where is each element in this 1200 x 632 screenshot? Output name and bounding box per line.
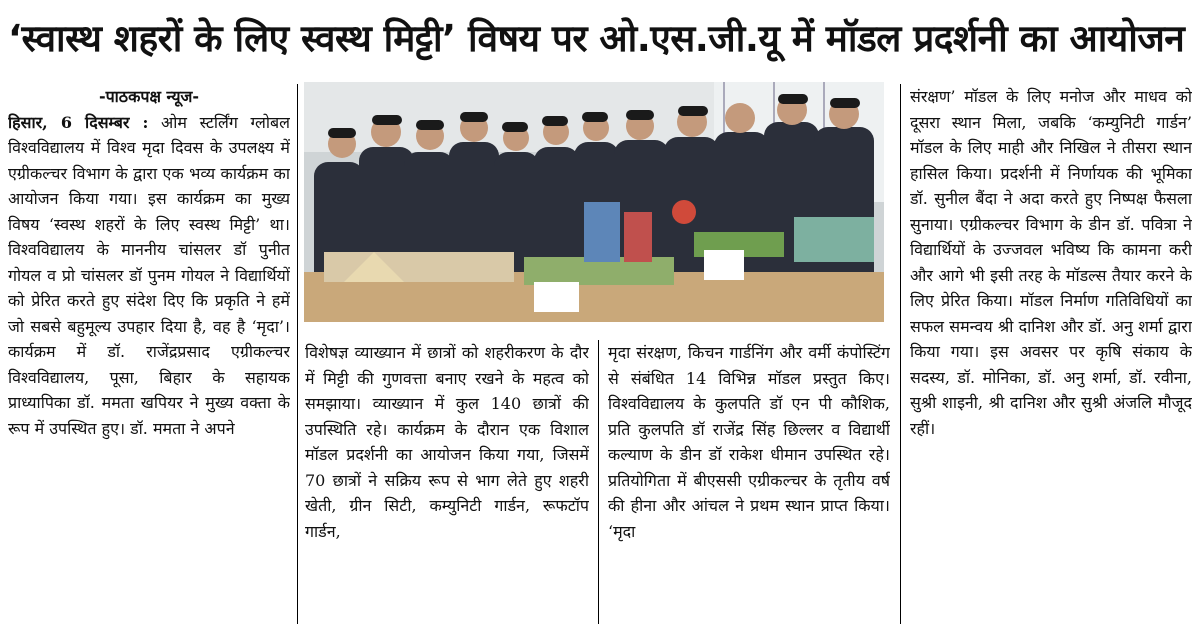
headline: ‘स्वास्थ शहरों के लिए स्वस्थ मिट्टी’ विषय पर ओ.एस.जी.यू में मॉडल प्रदर्शनी का आयोजन <box>8 17 1185 60</box>
photo-illustration <box>304 82 884 322</box>
byline: -पाठकपक्ष न्यूज- <box>98 87 200 106</box>
column-3-text: मृदा संरक्षण, किचन गार्डनिंग और वर्मी कंपोस्टिंग से संबंधित 14 विभिन्न मॉडल प्रस्तुत किए। विश्वविद्यालय के कुलपति डॉ एन पी कौशिक, प्रति कुलपति डॉ राजेंद्र सिंह छिल्लर व विद्यार्थी कल्याण के डीन डॉ राकेश धीमान उपस्थित रहे। प्रतियोगिता में बीएससी एग्रीकल्चर के तृतीय वर्ष की हीना और आंचल ने प्रथम स्थान प्राप्त किया। ‘मृदा <box>608 343 890 541</box>
column-1-text: ओम स्टर्लिंग ग्लोबल विश्वविद्यालय में विश्व मृदा दिवस के उपलक्ष्य में एग्रीकल्चर विभाग के द्वारा एक भव्य कार्यक्रम का आयोजन किया गया। इस कार्यक्रम का मुख्य विषय ‘स्वस्थ शहरों के लिए स्वस्थ मिट्टी’ था। विश्वविद्यालय के माननीय चांसलर डॉ पुनीत गोयल व प्रो चांसलर डॉ पुनम गोयल ने विद्यार्थियों को प्रेरित करते हुए संदेश दिए कि प्रकृति ने हमें जो सबसे बहुमूल्य उपहार दिया है, वह है ‘मृदा’। कार्यक्रम में डॉ. राजेंद्रप्रसाद एग्रीकल्चर विश्वविद्यालय, पूसा, बिहार के सहायक प्राध्यापिका डॉ. ममता खपियर ने मुख्य वक्ता के रूप में उपस्थित हुए। डॉ. ममता ने अपने <box>8 112 290 438</box>
article-column-2 <box>305 340 589 624</box>
dateline: हिसार, 6 दिसम्बर : <box>8 112 149 132</box>
column-rule-mid <box>598 340 599 624</box>
column-rule-right <box>900 84 901 624</box>
lead-paragraph <box>8 110 290 442</box>
article-column-4 <box>910 84 1192 624</box>
article-column-1 <box>8 84 290 624</box>
article-column-3 <box>608 340 890 624</box>
column-2-text: विशेषज्ञ व्याख्यान में छात्रों को शहरीकरण के दौर में मिट्टी की गुणवत्ता बनाए रखने के महत्व को समझाया। व्याख्यान में कुल 140 छात्रों की उपस्थिति रहे। कार्यक्रम के दौरान एक विशाल मॉडल प्रदर्शनी का आयोजन किया गया, जिसमें 70 छात्रों ने सक्रिय रूप से भाग लेते हुए शहरी खेती, ग्रीन सिटी, कम्युनिटी गार्डन, रूफटॉप गार्डन, <box>305 343 589 541</box>
event-photo <box>304 82 884 322</box>
column-rule-left <box>297 84 298 624</box>
column-4-text: संरक्षण’ मॉडल के लिए मनोज और माधव को दूसरा स्थान मिला, जबकि ‘कम्युनिटी गार्डन’ मॉडल के लिए माही और निखिल ने तीसरा स्थान हासिल किया। प्रदर्शनी में निर्णायक की भूमिका डॉ. सुनील बैंदा ने अदा करते हुए निष्पक्ष फैसला सुनाया। एग्रीकल्चर विभाग के डीन डॉ. पवित्रा ने विद्यार्थियों के उज्जवल भविष्य कि कामना करी और आगे भी इसी तरह के मॉडल्स तैयार करने के लिए प्रेरित किया। मॉडल निर्माण गतिविधियों का सफल समन्वय श्री दानिश और डॉ. अनु शर्मा द्वारा किया गया। इस अवसर पर कृषि संकाय के सदस्य, डॉ. मोनिका, डॉ. अनु शर्मा, डॉ. रवीना, सुश्री शाइनी, श्री दानिश और सुश्री अंजलि मौजूद रहीं। <box>910 87 1192 438</box>
